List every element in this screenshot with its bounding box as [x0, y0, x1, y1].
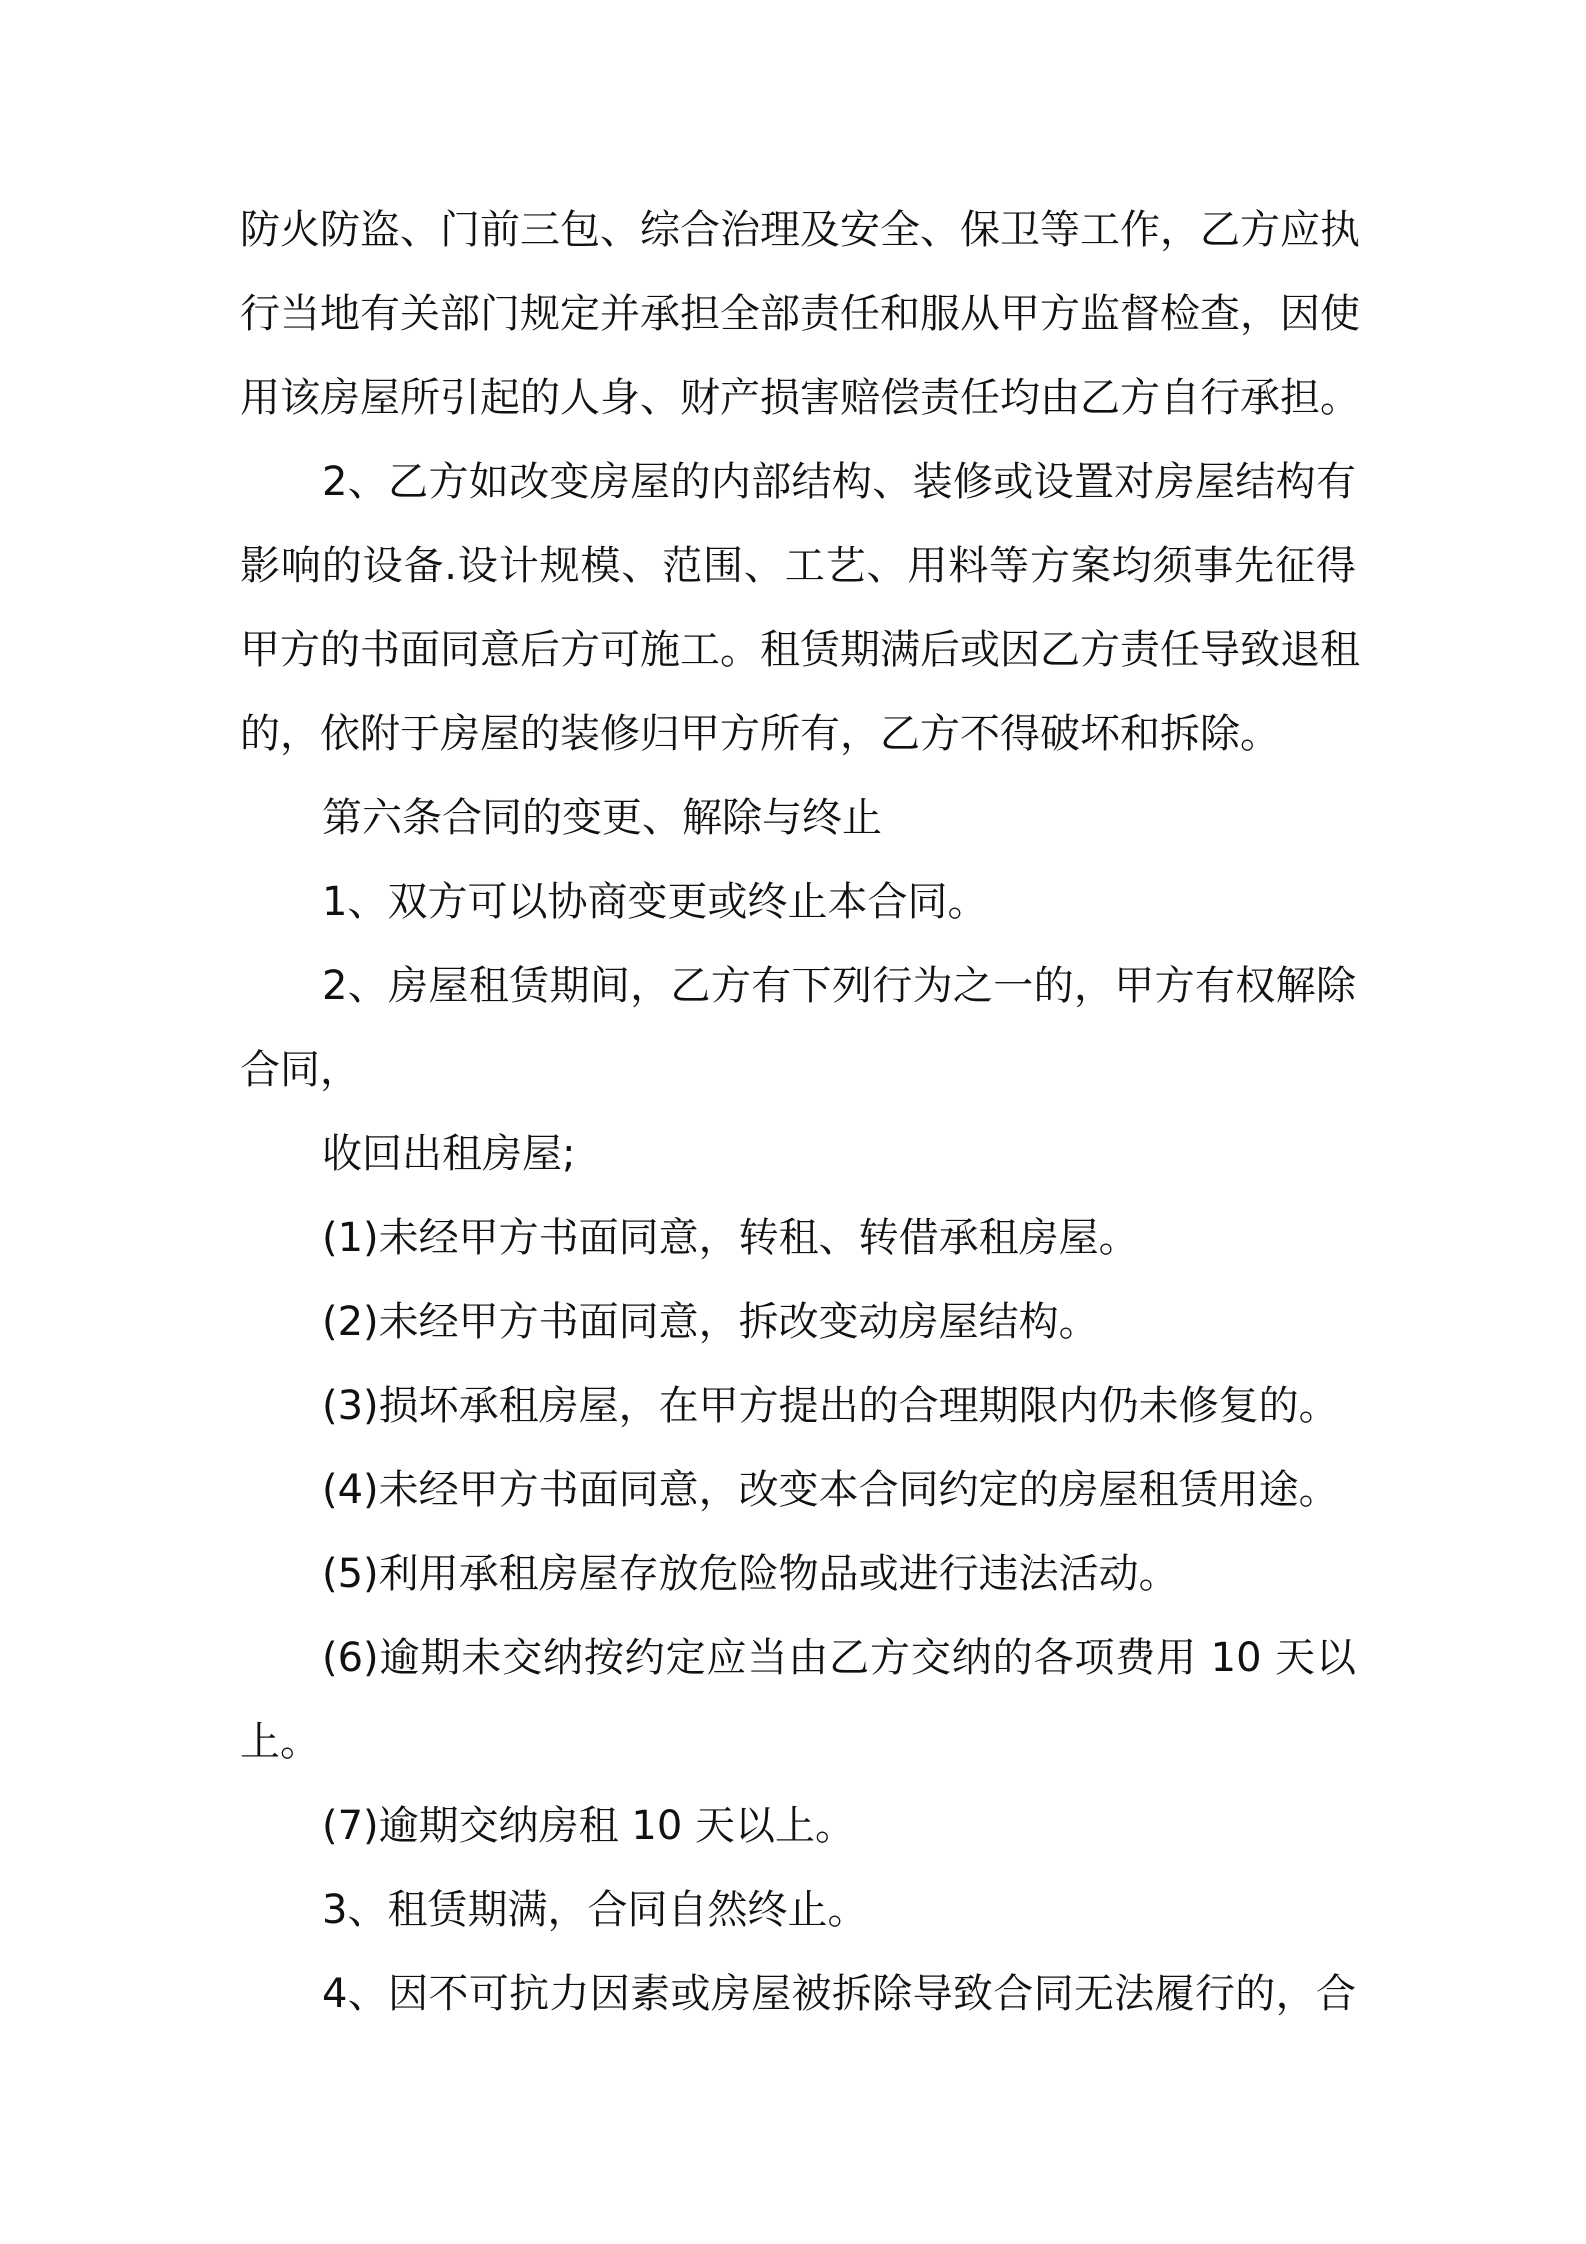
- list-item: (7)逾期交纳房租 10 天以上。: [322, 1803, 855, 1849]
- list-item: (5)利用承租房屋存放危险物品或进行违法活动。: [322, 1551, 1179, 1597]
- text-line: 1、双方可以协商变更或终止本合同。: [322, 879, 988, 925]
- text-line: 上。: [240, 1719, 320, 1765]
- text-line: 4、因不可抗力因素或房屋被拆除导致合同无法履行的，合: [322, 1971, 1356, 2017]
- text-line: 2、房屋租赁期间，乙方有下列行为之一的，甲方有权解除: [322, 963, 1356, 1009]
- list-item: (3)损坏承租房屋，在甲方提出的合理期限内仍未修复的。: [322, 1383, 1339, 1429]
- text-line: 行当地有关部门规定并承担全部责任和服从甲方监督检查，因使: [240, 291, 1360, 337]
- list-item: (6)逾期未交纳按约定应当由乙方交纳的各项费用 10 天以: [322, 1635, 1356, 1681]
- list-item: (4)未经甲方书面同意，改变本合同约定的房屋租赁用途。: [322, 1467, 1339, 1513]
- text-line: 甲方的书面同意后方可施工。租赁期满后或因乙方责任导致退租: [240, 627, 1360, 673]
- text-line: 2、乙方如改变房屋的内部结构、装修或设置对房屋结构有: [322, 459, 1356, 505]
- text-line: 的，依附于房屋的装修归甲方所有，乙方不得破坏和拆除。: [240, 711, 1280, 757]
- text-line: 收回出租房屋;: [322, 1131, 576, 1177]
- list-item: (2)未经甲方书面同意，拆改变动房屋结构。: [322, 1299, 1099, 1345]
- text-line: 3、租赁期满，合同自然终止。: [322, 1887, 868, 1933]
- text-line: 影响的设备.设计规模、范围、工艺、用料等方案均须事先征得: [240, 543, 1356, 589]
- text-line: 合同，: [240, 1047, 360, 1093]
- text-line: 防火防盗、门前三包、综合治理及安全、保卫等工作，乙方应执: [240, 207, 1360, 253]
- text-line: 用该房屋所引起的人身、财产损害赔偿责任均由乙方自行承担。: [240, 375, 1360, 421]
- list-item: (1)未经甲方书面同意，转租、转借承租房屋。: [322, 1215, 1139, 1261]
- section-heading: 第六条合同的变更、解除与终止: [322, 795, 882, 841]
